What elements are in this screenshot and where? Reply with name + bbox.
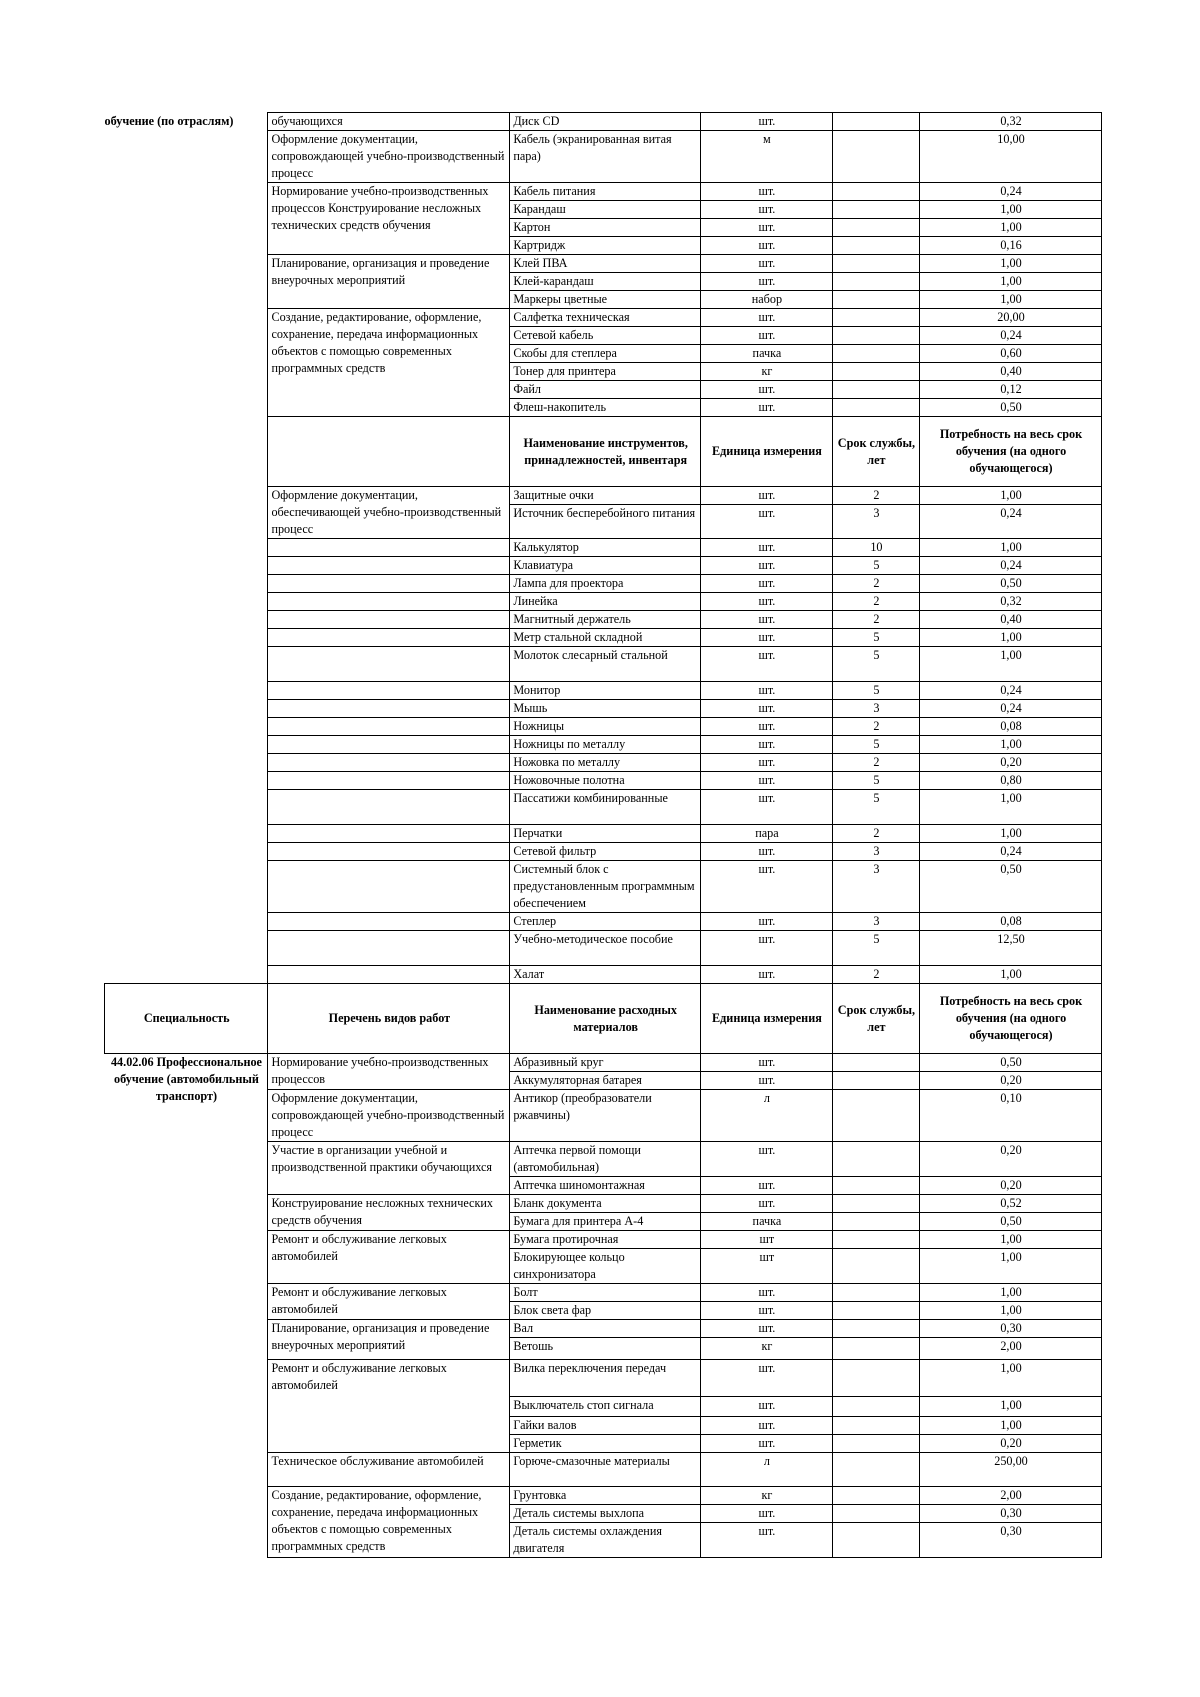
need-cell: 0,20 [919, 1072, 1101, 1090]
work-type-cell [268, 629, 510, 647]
need-cell: 0,80 [919, 772, 1101, 790]
material-name-cell: Скобы для степлера [510, 345, 701, 363]
unit-cell: шт. [701, 790, 833, 825]
service-life-cell: 2 [832, 487, 919, 505]
work-type-cell [268, 861, 510, 913]
unit-cell: шт. [701, 1072, 833, 1090]
material-name-cell: Метр стальной складной [510, 629, 701, 647]
unit-cell: пачка [701, 1213, 833, 1231]
need-cell: 1,00 [919, 539, 1101, 557]
material-name-cell: Салфетка техническая [510, 309, 701, 327]
work-type-cell [268, 843, 510, 861]
work-type-cell: Планирование, организация и проведение внеурочных мероприятий [268, 1320, 510, 1360]
material-name-cell: Мышь [510, 700, 701, 718]
unit-cell: шт. [701, 736, 833, 754]
service-life-cell: 5 [832, 629, 919, 647]
work-type-cell [268, 718, 510, 736]
material-name-cell: Ветошь [510, 1338, 701, 1360]
service-life-cell: 5 [832, 772, 919, 790]
need-cell: 0,08 [919, 913, 1101, 931]
unit-cell: шт. [701, 718, 833, 736]
service-life-cell [832, 309, 919, 327]
work-type-cell: Нормирование учебно-производственных процессов Конструирование несложных технических средств обучения [268, 183, 510, 255]
unit-cell: пара [701, 825, 833, 843]
service-life-cell [832, 399, 919, 417]
material-name-cell: Лампа для проектора [510, 575, 701, 593]
service-life-cell [832, 381, 919, 399]
unit-cell: шт. [701, 754, 833, 772]
unit-cell: кг [701, 1338, 833, 1360]
unit-cell: шт. [701, 1320, 833, 1338]
unit-cell: кг [701, 363, 833, 381]
unit-cell: шт. [701, 487, 833, 505]
work-type-cell [268, 913, 510, 931]
work-type-cell [268, 966, 510, 984]
material-name-cell: Степлер [510, 913, 701, 931]
service-life-cell [832, 1505, 919, 1523]
service-life-cell [832, 273, 919, 291]
need-cell: 1,00 [919, 966, 1101, 984]
material-name-cell: Вал [510, 1320, 701, 1338]
service-life-cell [832, 1453, 919, 1487]
service-life-cell: 3 [832, 913, 919, 931]
service-life-cell: 5 [832, 647, 919, 682]
work-type-cell [268, 700, 510, 718]
work-type-cell: Техническое обслуживание автомобилей [268, 1453, 510, 1487]
material-name-cell: Картон [510, 219, 701, 237]
material-name-cell: Клей ПВА [510, 255, 701, 273]
need-cell: 1,00 [919, 291, 1101, 309]
unit-cell: шт. [701, 1054, 833, 1072]
unit-header: Единица измерения [701, 984, 833, 1054]
material-name-cell: Ножовка по металлу [510, 754, 701, 772]
service-life-cell: 5 [832, 682, 919, 700]
unit-cell: шт. [701, 255, 833, 273]
service-life-cell: 5 [832, 790, 919, 825]
need-cell: 0,40 [919, 363, 1101, 381]
material-name-cell: Картридж [510, 237, 701, 255]
need-cell: 0,32 [919, 593, 1101, 611]
need-cell: 20,00 [919, 309, 1101, 327]
service-life-cell: 2 [832, 754, 919, 772]
service-life-cell [832, 1487, 919, 1505]
need-cell: 1,00 [919, 1249, 1101, 1284]
unit-cell: шт. [701, 575, 833, 593]
material-name-cell: Ножовочные полотна [510, 772, 701, 790]
need-cell: 0,24 [919, 682, 1101, 700]
works-header: Перечень видов работ [268, 984, 510, 1054]
material-name-cell: Диск CD [510, 113, 701, 131]
material-name-cell: Линейка [510, 593, 701, 611]
material-name-cell: Ножницы [510, 718, 701, 736]
service-life-cell [832, 1435, 919, 1453]
work-type-cell: Планирование, организация и проведение внеурочных мероприятий [268, 255, 510, 309]
service-life-cell [832, 201, 919, 219]
service-life-cell [832, 1249, 919, 1284]
work-type-cell: Ремонт и обслуживание легковых автомобилей [268, 1284, 510, 1320]
need-cell: 1,00 [919, 1417, 1101, 1435]
service-life-header: Срок службы, лет [832, 417, 919, 487]
material-name-cell: Горюче-смазочные материалы [510, 1453, 701, 1487]
service-life-cell [832, 1090, 919, 1142]
need-cell: 0,30 [919, 1523, 1101, 1558]
material-name-cell: Грунтовка [510, 1487, 701, 1505]
unit-cell: шт. [701, 309, 833, 327]
need-cell: 1,00 [919, 487, 1101, 505]
service-life-cell [832, 1284, 919, 1302]
unit-cell: шт [701, 1231, 833, 1249]
material-name-cell: Калькулятор [510, 539, 701, 557]
unit-cell: набор [701, 291, 833, 309]
unit-cell: шт. [701, 1523, 833, 1558]
unit-cell: пачка [701, 345, 833, 363]
work-type-cell [268, 539, 510, 557]
unit-cell: шт. [701, 557, 833, 575]
material-name-cell: Учебно-методическое пособие [510, 931, 701, 966]
service-life-cell [832, 1213, 919, 1231]
unit-cell: шт. [701, 629, 833, 647]
need-cell: 0,52 [919, 1195, 1101, 1213]
material-name-cell: Абразивный круг [510, 1054, 701, 1072]
service-life-cell: 2 [832, 966, 919, 984]
service-life-cell [832, 1231, 919, 1249]
material-name-cell: Тонер для принтера [510, 363, 701, 381]
material-name-cell: Герметик [510, 1435, 701, 1453]
need-cell: 0,08 [919, 718, 1101, 736]
need-cell: 1,00 [919, 736, 1101, 754]
service-life-cell: 2 [832, 718, 919, 736]
need-cell: 0,32 [919, 113, 1101, 131]
material-name-cell: Деталь системы охлаждения двигателя [510, 1523, 701, 1558]
unit-cell: кг [701, 1487, 833, 1505]
unit-cell: шт. [701, 1360, 833, 1397]
need-header: Потребность на весь срок обучения (на одного обучающегося) [919, 984, 1101, 1054]
service-life-cell [832, 1195, 919, 1213]
material-name-cell: Пассатижи комбинированные [510, 790, 701, 825]
unit-cell: шт. [701, 399, 833, 417]
table-row [105, 1054, 1102, 1072]
need-cell: 1,00 [919, 201, 1101, 219]
material-name-cell: Кабель питания [510, 183, 701, 201]
need-cell: 0,20 [919, 1435, 1101, 1453]
service-life-cell [832, 1360, 919, 1397]
unit-cell: шт. [701, 700, 833, 718]
need-cell: 0,50 [919, 1054, 1101, 1072]
need-cell: 0,24 [919, 327, 1101, 345]
work-type-cell [268, 647, 510, 682]
work-type-cell: Ремонт и обслуживание легковых автомобилей [268, 1231, 510, 1284]
material-name-cell: Клей-карандаш [510, 273, 701, 291]
specialty-header: Специальность [105, 984, 268, 1054]
need-header: Потребность на весь срок обучения (на одного обучающегося) [919, 417, 1101, 487]
material-name-cell: Кабель (экранированная витая пара) [510, 131, 701, 183]
material-name-cell: Карандаш [510, 201, 701, 219]
specialty-cell: 44.02.06 Профессиональное обучение (автомобильный транспорт) [105, 1054, 268, 1558]
service-life-cell [832, 131, 919, 183]
service-life-cell [832, 113, 919, 131]
need-cell: 1,00 [919, 1360, 1101, 1397]
need-cell: 0,24 [919, 557, 1101, 575]
material-name-cell: Аптечка шиномонтажная [510, 1177, 701, 1195]
unit-cell: шт. [701, 1177, 833, 1195]
need-cell: 0,20 [919, 754, 1101, 772]
material-name-cell: Бумага протирочная [510, 1231, 701, 1249]
need-cell: 1,00 [919, 1397, 1101, 1417]
need-cell: 1,00 [919, 647, 1101, 682]
material-name-cell: Ножницы по металлу [510, 736, 701, 754]
material-name-cell: Халат [510, 966, 701, 984]
unit-cell: шт. [701, 772, 833, 790]
material-name-cell: Защитные очки [510, 487, 701, 505]
work-type-cell: Создание, редактирование, оформление, сохранение, передача информационных объектов с помощью современных программных средств [268, 1487, 510, 1558]
need-cell: 0,30 [919, 1505, 1101, 1523]
tools-name-header: Наименование инструментов, принадлежностей, инвентаря [510, 417, 701, 487]
requirements-table [104, 112, 1102, 1558]
service-life-cell [832, 1320, 919, 1338]
material-name-cell: Флеш-накопитель [510, 399, 701, 417]
unit-cell: шт. [701, 1195, 833, 1213]
need-cell: 0,50 [919, 575, 1101, 593]
unit-cell: шт. [701, 593, 833, 611]
need-cell: 0,50 [919, 861, 1101, 913]
material-name-cell: Сетевой фильтр [510, 843, 701, 861]
unit-cell: шт. [701, 1417, 833, 1435]
work-type-cell: Оформление документации, обеспечивающей учебно-производственный процесс [268, 487, 510, 539]
unit-cell: л [701, 1090, 833, 1142]
material-name-cell: Болт [510, 1284, 701, 1302]
work-type-cell [268, 736, 510, 754]
need-cell: 2,00 [919, 1338, 1101, 1360]
service-life-cell [832, 345, 919, 363]
material-name-cell: Сетевой кабель [510, 327, 701, 345]
need-cell: 1,00 [919, 273, 1101, 291]
service-life-cell: 5 [832, 557, 919, 575]
unit-cell: шт. [701, 327, 833, 345]
work-type-cell [268, 931, 510, 966]
service-life-cell: 3 [832, 861, 919, 913]
need-cell: 1,00 [919, 1284, 1101, 1302]
service-life-cell [832, 183, 919, 201]
service-life-cell [832, 1142, 919, 1177]
service-life-cell [832, 291, 919, 309]
service-life-header: Срок службы, лет [832, 984, 919, 1054]
material-name-cell: Антикор (преобразователи ржавчины) [510, 1090, 701, 1142]
need-cell: 0,40 [919, 611, 1101, 629]
need-cell: 0,16 [919, 237, 1101, 255]
unit-cell: шт. [701, 381, 833, 399]
need-cell: 0,20 [919, 1142, 1101, 1177]
service-life-cell: 10 [832, 539, 919, 557]
work-type-cell [268, 611, 510, 629]
table-row [105, 113, 1102, 131]
work-type-cell [268, 790, 510, 825]
work-type-cell [268, 772, 510, 790]
material-name-cell: Выключатель стоп сигнала [510, 1397, 701, 1417]
work-type-cell [268, 593, 510, 611]
unit-cell: шт. [701, 913, 833, 931]
need-cell: 1,00 [919, 1302, 1101, 1320]
need-cell: 0,20 [919, 1177, 1101, 1195]
need-cell: 1,00 [919, 790, 1101, 825]
unit-cell: л [701, 1453, 833, 1487]
unit-cell: шт. [701, 539, 833, 557]
materials-header: Наименование расходных материалов [510, 984, 701, 1054]
need-cell: 0,50 [919, 399, 1101, 417]
unit-cell: шт. [701, 1397, 833, 1417]
unit-cell: шт. [701, 273, 833, 291]
need-cell: 250,00 [919, 1453, 1101, 1487]
service-life-cell [832, 237, 919, 255]
service-life-cell [832, 1177, 919, 1195]
material-name-cell: Системный блок с предустановленным программным обеспечением [510, 861, 701, 913]
need-cell: 1,00 [919, 629, 1101, 647]
unit-cell: шт. [701, 1284, 833, 1302]
unit-cell: шт. [701, 1142, 833, 1177]
unit-cell: шт. [701, 931, 833, 966]
unit-cell: шт. [701, 843, 833, 861]
need-cell: 0,24 [919, 700, 1101, 718]
service-life-cell [832, 1338, 919, 1360]
service-life-cell: 2 [832, 575, 919, 593]
unit-cell: шт. [701, 183, 833, 201]
need-cell: 1,00 [919, 219, 1101, 237]
service-life-cell [832, 363, 919, 381]
work-type-cell: Участие в организации учебной и производственной практики обучающихся [268, 1142, 510, 1195]
need-cell: 0,60 [919, 345, 1101, 363]
unit-cell: шт. [701, 113, 833, 131]
service-life-cell: 5 [832, 931, 919, 966]
unit-header: Единица измерения [701, 417, 833, 487]
unit-cell: шт. [701, 647, 833, 682]
service-life-cell [832, 1417, 919, 1435]
material-name-cell: Бланк документа [510, 1195, 701, 1213]
unit-cell: шт. [701, 1302, 833, 1320]
material-name-cell: Аккумуляторная батарея [510, 1072, 701, 1090]
material-name-cell: Клавиатура [510, 557, 701, 575]
need-cell: 10,00 [919, 131, 1101, 183]
work-type-cell: Ремонт и обслуживание легковых автомобилей [268, 1360, 510, 1453]
service-life-cell [832, 327, 919, 345]
material-name-cell: Аптечка первой помощи (автомобильная) [510, 1142, 701, 1177]
service-life-cell: 3 [832, 700, 919, 718]
unit-cell: шт. [701, 1435, 833, 1453]
service-life-cell: 2 [832, 825, 919, 843]
work-type-cell: обучающихся [268, 113, 510, 131]
unit-cell: шт. [701, 201, 833, 219]
work-type-cell: Оформление документации, сопровождающей учебно-производственный процесс [268, 1090, 510, 1142]
material-name-cell: Гайки валов [510, 1417, 701, 1435]
material-name-cell: Блокирующее кольцо синхронизатора [510, 1249, 701, 1284]
need-cell: 1,00 [919, 825, 1101, 843]
service-life-cell [832, 1072, 919, 1090]
need-cell: 1,00 [919, 255, 1101, 273]
work-type-cell [268, 754, 510, 772]
material-name-cell: Магнитный держатель [510, 611, 701, 629]
unit-cell: шт. [701, 1505, 833, 1523]
material-name-cell: Источник бесперебойного питания [510, 505, 701, 539]
unit-cell: шт. [701, 237, 833, 255]
need-cell: 0,50 [919, 1213, 1101, 1231]
header-blank-cell [268, 417, 510, 487]
work-type-cell [268, 825, 510, 843]
unit-cell: м [701, 131, 833, 183]
material-name-cell: Бумага для принтера А-4 [510, 1213, 701, 1231]
work-type-cell [268, 557, 510, 575]
work-type-cell: Оформление документации, сопровождающей учебно-производственный процесс [268, 131, 510, 183]
service-life-cell: 3 [832, 843, 919, 861]
need-cell: 0,24 [919, 843, 1101, 861]
material-name-cell: Блок света фар [510, 1302, 701, 1320]
service-life-cell: 3 [832, 505, 919, 539]
unit-cell: шт [701, 1249, 833, 1284]
unit-cell: шт. [701, 861, 833, 913]
material-name-cell: Файл [510, 381, 701, 399]
material-name-cell: Монитор [510, 682, 701, 700]
material-name-cell: Маркеры цветные [510, 291, 701, 309]
material-name-cell: Перчатки [510, 825, 701, 843]
service-life-cell: 2 [832, 611, 919, 629]
need-cell: 0,30 [919, 1320, 1101, 1338]
service-life-cell: 5 [832, 736, 919, 754]
unit-cell: шт. [701, 505, 833, 539]
need-cell: 0,24 [919, 505, 1101, 539]
work-type-cell [268, 575, 510, 593]
service-life-cell [832, 219, 919, 237]
main-header-row [105, 984, 1102, 1054]
unit-cell: шт. [701, 219, 833, 237]
service-life-cell [832, 1302, 919, 1320]
service-life-cell [832, 1523, 919, 1558]
need-cell: 0,12 [919, 381, 1101, 399]
need-cell: 12,50 [919, 931, 1101, 966]
unit-cell: шт. [701, 611, 833, 629]
work-type-cell [268, 682, 510, 700]
material-name-cell: Деталь системы выхлопа [510, 1505, 701, 1523]
work-type-cell: Нормирование учебно-производственных процессов [268, 1054, 510, 1090]
specialty-cell: обучение (по отраслям) [104, 113, 234, 128]
service-life-cell: 2 [832, 593, 919, 611]
need-cell: 0,10 [919, 1090, 1101, 1142]
material-name-cell: Молоток слесарный стальной [510, 647, 701, 682]
work-type-cell: Создание, редактирование, оформление, сохранение, передача информационных объектов с помощью современных программных средств [268, 309, 510, 417]
service-life-cell [832, 255, 919, 273]
unit-cell: шт. [701, 682, 833, 700]
need-cell: 1,00 [919, 1231, 1101, 1249]
service-life-cell [832, 1054, 919, 1072]
material-name-cell: Вилка переключения передач [510, 1360, 701, 1397]
unit-cell: шт. [701, 966, 833, 984]
work-type-cell: Конструирование несложных технических средств обучения [268, 1195, 510, 1231]
need-cell: 0,24 [919, 183, 1101, 201]
need-cell: 2,00 [919, 1487, 1101, 1505]
service-life-cell [832, 1397, 919, 1417]
